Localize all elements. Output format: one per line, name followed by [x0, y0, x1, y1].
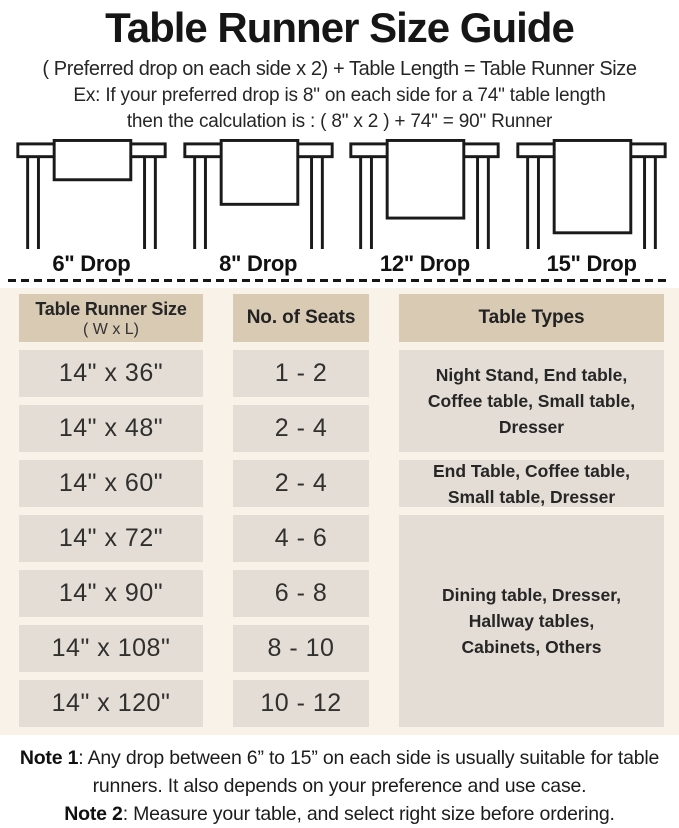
figure-15-drop [508, 138, 675, 277]
drop-label: 15" Drop [546, 251, 637, 276]
size-cell: 14" x 48" [19, 405, 203, 452]
note-2 [2, 800, 677, 828]
seats-cell: 4 - 6 [233, 515, 369, 562]
drop-label: 8" Drop [219, 251, 298, 276]
notes-section [0, 735, 679, 828]
table-types-group-medium: End Table, Coffee table, Small table, Dresser [399, 460, 664, 507]
note-1-text: : Any drop between 6” to 15” on each side is usually suitable for table runners. It also depends on your preference and use case. [78, 747, 660, 797]
seats-cell: 2 - 4 [233, 405, 369, 452]
drop-label: 6" Drop [52, 251, 131, 276]
size-cell: 14" x 60" [19, 460, 203, 507]
header [0, 0, 679, 135]
figure-6-drop [8, 138, 175, 277]
note-2-text: : Measure your table, and select right size before ordering. [122, 803, 615, 825]
example-line-1: Ex: If your preferred drop is 8" on each side for a 74" table length [73, 85, 606, 106]
seats-cell: 8 - 10 [233, 625, 369, 672]
page-title: Table Runner Size Guide [105, 4, 574, 51]
runner [54, 140, 131, 179]
note-2-label: Note 2 [64, 803, 123, 825]
size-cell: 14" x 72" [19, 515, 203, 562]
size-cell: 14" x 90" [19, 570, 203, 617]
example-line-2: then the calculation is : ( 8" x 2 ) + 74" = 90" Runner [126, 111, 553, 132]
table-runner-illustration [8, 138, 175, 250]
note-1 [2, 744, 677, 800]
table-runner-illustration [508, 138, 675, 250]
runner [554, 140, 631, 232]
seats-cell: 10 - 12 [233, 680, 369, 727]
header-seats: No. of Seats [233, 294, 369, 342]
table-runner-illustration [175, 138, 342, 250]
header-table-types: Table Types [399, 294, 664, 342]
size-cell: 14" x 36" [19, 350, 203, 397]
runner [221, 140, 298, 204]
drop-label: 12" Drop [379, 251, 470, 276]
size-guide-table [19, 294, 679, 727]
runner [388, 140, 465, 218]
table-types-group-small: Night Stand, End table, Coffee table, Small table, Dresser [399, 350, 664, 452]
header-runner-size [19, 294, 203, 342]
header-runner-size-line2: ( W x L) [83, 320, 139, 338]
header-runner-size-line1: Table Runner Size [35, 298, 187, 319]
table-types-group-large: Dining table, Dresser, Hallway tables, Cabinets, Others [399, 515, 664, 727]
drop-illustrations [0, 135, 679, 277]
dashed-divider [8, 279, 671, 282]
formula-line: ( Preferred drop on each side x 2) + Table Length = Table Runner Size [42, 58, 637, 80]
seats-cell: 6 - 8 [233, 570, 369, 617]
seats-cell: 2 - 4 [233, 460, 369, 507]
figure-12-drop [342, 138, 509, 277]
seats-cell: 1 - 2 [233, 350, 369, 397]
note-1-label: Note 1 [19, 747, 79, 769]
size-table-panel [0, 288, 679, 735]
size-cell: 14" x 120" [19, 680, 203, 727]
size-cell: 14" x 108" [19, 625, 203, 672]
figure-8-drop [175, 138, 342, 277]
table-runner-illustration [341, 138, 508, 250]
